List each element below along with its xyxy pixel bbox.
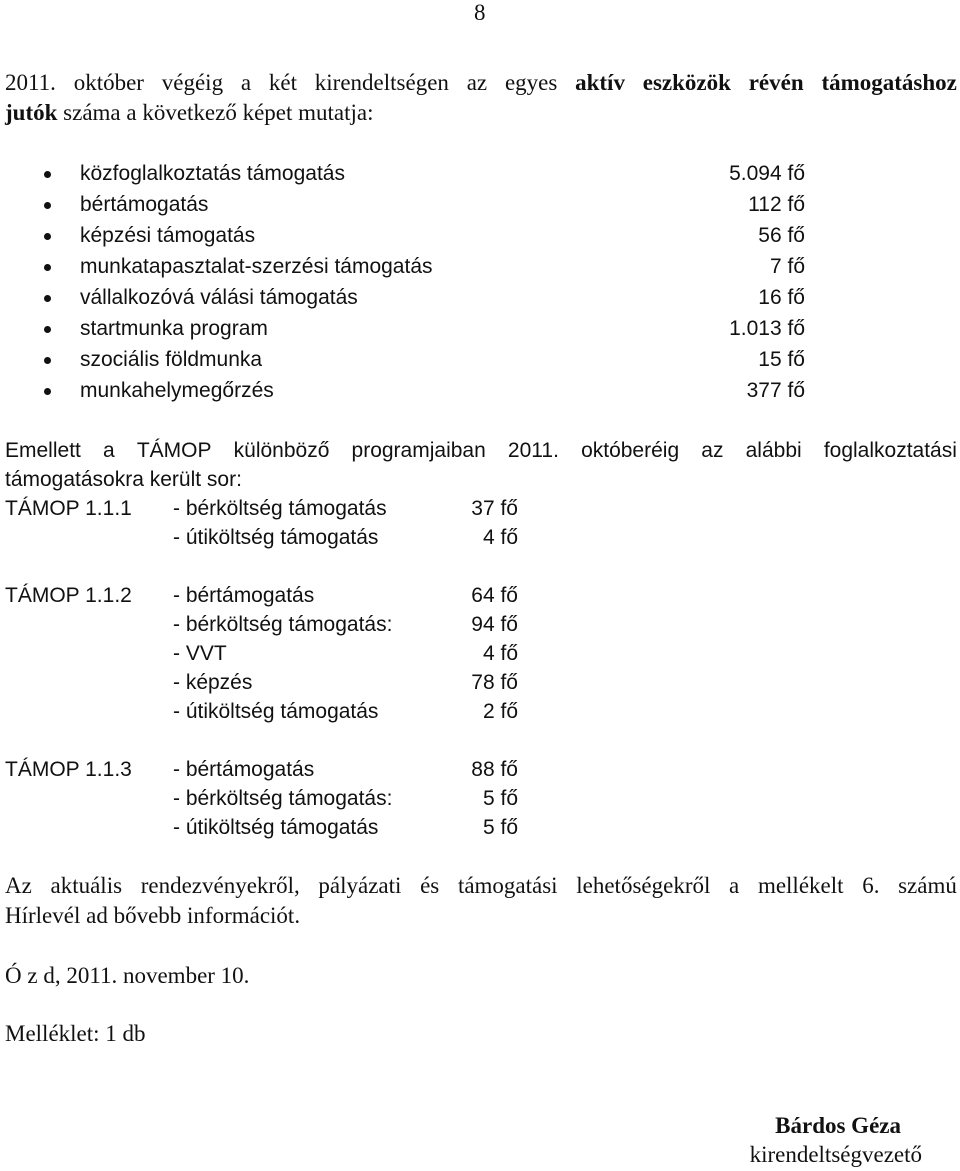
tamop-item-label: - bérköltség támogatás:	[173, 613, 393, 636]
attachment-line: Melléklet: 1 db	[5, 1021, 146, 1046]
tamop-item-value: 37 fő	[471, 497, 518, 520]
intro-bold-word: jutók	[5, 100, 58, 125]
closing-line-2: Hírlevél ad bővebb információt.	[5, 903, 301, 928]
tamop-item-label: - VVT	[173, 642, 227, 665]
tamop-intro-word: TÁMOP	[136, 439, 212, 462]
list-item-label: vállalkozóvá válási támogatás	[80, 286, 358, 309]
tamop-item-label: - útiköltség támogatás	[173, 816, 379, 839]
list-item-value: 56 fő	[758, 224, 805, 247]
tamop-item-value: 94 fő	[471, 613, 518, 636]
tamop-intro-word: foglalkoztatási	[823, 439, 957, 462]
tamop-intro-line-2: támogatásokra került sor:	[5, 468, 242, 491]
page-number: 8	[474, 0, 486, 25]
list-item-value: 16 fő	[758, 286, 805, 309]
intro-word: végéig	[161, 70, 224, 95]
list-item-label: képzési támogatás	[80, 224, 256, 247]
closing-word: aktuális	[50, 873, 123, 898]
intro-word: egyes	[504, 70, 558, 95]
intro-bold-word: révén	[748, 70, 804, 95]
list-item-value: 5.094 fő	[729, 162, 805, 185]
intro-bold-word: eszközök	[642, 70, 731, 95]
bullet-icon	[44, 264, 51, 271]
bullet-icon	[44, 388, 51, 395]
list-item-value: 1.013 fő	[729, 317, 805, 340]
closing-word: a	[729, 873, 740, 898]
intro-bold-word: aktív	[575, 70, 625, 95]
closing-word: számú	[898, 873, 957, 898]
intro-word: kirendeltségen	[314, 70, 449, 95]
closing-word: Az	[5, 873, 32, 898]
tamop-intro-line-1	[5, 436, 957, 466]
closing-word: mellékelt	[757, 873, 844, 898]
tamop-item-value: 64 fő	[471, 584, 518, 607]
signature-name: Bárdos Géza	[775, 1113, 901, 1138]
list-item-label: munkahelymegőrzés	[80, 379, 274, 402]
date-line: Ó z d, 2011. november 10.	[5, 963, 250, 988]
closing-line-1	[5, 871, 957, 901]
tamop-code: TÁMOP 1.1.3	[5, 758, 132, 781]
intro-text: száma a következő képet mutatja:	[57, 100, 374, 125]
list-item-label: közfoglalkoztatás támogatás	[80, 162, 345, 185]
tamop-item-value: 2 fő	[482, 700, 518, 723]
tamop-intro-word: a	[103, 439, 115, 462]
intro-line-1	[5, 68, 957, 98]
tamop-item-value: 5 fő	[482, 816, 518, 839]
list-item-label: szociális földmunka	[80, 348, 263, 371]
tamop-intro-word: programjaiban	[351, 439, 486, 462]
tamop-intro-word: különböző	[233, 439, 330, 462]
tamop-item-label: - bérköltség támogatás:	[173, 787, 393, 810]
list-item-value: 15 fő	[758, 348, 805, 371]
intro-word: az	[466, 70, 488, 95]
tamop-item-label: - bértámogatás	[173, 758, 315, 781]
tamop-item-value: 5 fő	[482, 787, 518, 810]
tamop-item-value: 4 fő	[482, 526, 518, 549]
intro-word: 2011.	[5, 70, 56, 95]
closing-word: rendezvényekről,	[140, 873, 300, 898]
tamop-intro-word: októberéig	[581, 439, 680, 462]
list-item-label: startmunka program	[80, 317, 268, 340]
tamop-item-label: - útiköltség támogatás	[173, 526, 379, 549]
tamop-code: TÁMOP 1.1.1	[5, 497, 132, 520]
list-item-label: bértámogatás	[80, 193, 209, 216]
tamop-item-label: - bérköltség támogatás	[173, 497, 387, 520]
closing-word: 6.	[862, 873, 880, 898]
tamop-code: TÁMOP 1.1.2	[5, 584, 132, 607]
tamop-intro-word: 2011.	[507, 439, 559, 462]
list-item-value: 7 fő	[769, 255, 805, 278]
bullet-icon	[44, 202, 51, 209]
bullet-icon	[44, 233, 51, 240]
bullet-icon	[44, 295, 51, 302]
bullet-icon	[44, 326, 51, 333]
signature-title: kirendeltségvezető	[749, 1142, 922, 1167]
tamop-intro-word: Emellett	[5, 439, 81, 462]
tamop-intro-word: az	[701, 439, 724, 462]
intro-word: a	[240, 70, 252, 95]
closing-word: pályázati	[318, 873, 402, 898]
intro-bold-word: támogatáshoz	[821, 70, 957, 95]
tamop-intro-word: alábbi	[745, 439, 802, 462]
tamop-item-label: - útiköltség támogatás	[173, 700, 379, 723]
intro-line-2	[5, 98, 374, 128]
list-item-label: munkatapasztalat-szerzési támogatás	[80, 255, 433, 278]
closing-word: és	[420, 873, 440, 898]
closing-word: lehetőségekről	[576, 873, 711, 898]
closing-word: támogatási	[457, 873, 558, 898]
list-item-value: 112 fő	[748, 193, 805, 216]
list-item-value: 377 fő	[746, 379, 805, 402]
tamop-item-value: 78 fő	[471, 671, 518, 694]
tamop-item-value: 4 fő	[482, 642, 518, 665]
bullet-icon	[44, 357, 51, 364]
bullet-icon	[44, 171, 51, 178]
intro-word: két	[268, 70, 297, 95]
tamop-item-value: 88 fő	[471, 758, 518, 781]
tamop-item-label: - bértámogatás	[173, 584, 315, 607]
intro-word: október	[73, 70, 144, 95]
tamop-item-label: - képzés	[173, 671, 253, 694]
